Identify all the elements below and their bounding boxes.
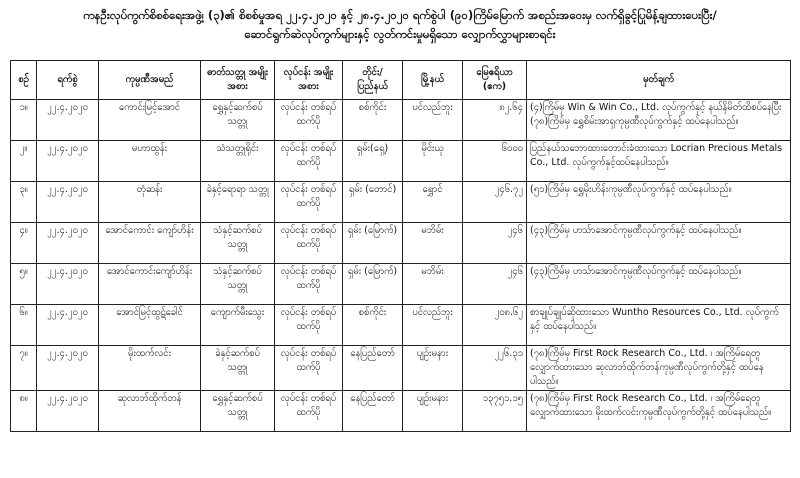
cell-township: မိုင်းယု [403, 141, 463, 182]
cell-license-type: လုပ်ငန်း တစ်ရပ်ထက်ပို [275, 346, 343, 391]
cell-date: ၂၂.၄.၂၀၂၀ [37, 100, 99, 141]
title-line-1: ကနဦးလုပ်ကွက်စိစစ်ရေးအဖွဲ့၊ (၃)၏ စိစစ်မှုအရ ၂၂.၄.၂၀၂၀ နှင့် ၂၈.၄.၂၀၂၀ ရက်စွဲပါ (၉၀)ကြိမ်မြောက် အစည်းအဝေးမှ လက်ရှိခွင့်ပြုမိန့်ချထားပေးပြီး/ [83, 8, 717, 22]
cell-no: ၇။ [11, 346, 37, 391]
cell-township: ရွှောင် [403, 182, 463, 223]
cell-township: မဘိမ်း [403, 264, 463, 305]
cell-company: ဆုလာဘ်ထိုက်တန် [99, 391, 201, 432]
cell-no: ၃။ [11, 182, 37, 223]
cell-date: ၂၂.၄.၂၀၂၀ [37, 223, 99, 264]
cell-remarks: (၇၈)ကြိမ်မှ First Rock Research Co., Ltd. ၊ အကြိမ်ရေတူ လျှောက်ထားသော မိုးထက်လင်းကုမ္ပဏီလုပ်ကွက်တို့နှင့် ထပ်နေပါသည်။ [527, 391, 791, 432]
cell-no: ၄။ [11, 223, 37, 264]
cell-no: ၁။ [11, 100, 37, 141]
cell-date: ၂၂.၄.၂၀၂၀ [37, 141, 99, 182]
cell-company: အောင်ကောင်း ကျော်ဟိန်း [99, 223, 201, 264]
table-row [11, 182, 791, 223]
cell-mineral: သံနှင့်ဆက်စပ် သတ္တု [201, 264, 275, 305]
cell-remarks: (၄၃)ကြိမ်မှ ဟသ်ာအောင်ကုမ္ပဏီလုပ်ကွက်နှင့် ထပ်နေပါသည်။ [527, 264, 791, 305]
cell-license-type: လုပ်ငန်း တစ်ရပ်ထက်ပို [275, 223, 343, 264]
cell-township: မဘိမ်း [403, 223, 463, 264]
cell-company: အောင်ကောင်းကျော်ဟိန်း [99, 264, 201, 305]
cell-license-type: လုပ်ငန်း တစ်ရပ်ထက်ပို [275, 305, 343, 346]
cell-region: နေပြည်တော် [343, 391, 403, 432]
cell-area: ၂၂၆.၃၁ [463, 346, 527, 391]
cell-area: ၆၀၀၀ [463, 141, 527, 182]
cell-region: နေပြည်တော် [343, 346, 403, 391]
header-license-type: လုပ်ငန်း အမျိုးအစား [275, 61, 343, 100]
cell-area: ၂၄၆ [463, 264, 527, 305]
document-title [10, 6, 790, 44]
cell-mineral: ခဲနှင့်ရောရာ သတ္တု [201, 182, 275, 223]
cell-company: မဟာထွန်း [99, 141, 201, 182]
cell-township: ပင်လည်ဘူး [403, 305, 463, 346]
cell-township: ပင်လည်ဘူး [403, 100, 463, 141]
table-row [11, 264, 791, 305]
cell-region: ရှမ်း (တောင်) [343, 182, 403, 223]
cell-region: စစ်ကိုင်း [343, 100, 403, 141]
header-no: စဉ် [11, 61, 37, 100]
cell-company: တုံဆန်း [99, 182, 201, 223]
cell-area: ၈၂.၆၄ [463, 100, 527, 141]
cell-license-type: လုပ်ငန်း တစ်ရပ်ထက်ပို [275, 391, 343, 432]
cell-area: ၁၃၇၅၁.၁၅ [463, 391, 527, 432]
cell-date: ၂၂.၄.၂၀၂၀ [37, 346, 99, 391]
cell-mineral: ကျောက်မီးသွေး [201, 305, 275, 346]
cell-mineral: သံနှင့်ဆက်စပ် သတ္တု [201, 223, 275, 264]
cell-no: ၂။ [11, 141, 37, 182]
cell-mineral: သံသတ္တုရိုင်း [201, 141, 275, 182]
cell-company: အောင်မြင့်ထွဋ်ခေါင် [99, 305, 201, 346]
cell-remarks: (၄)ကြိမ်မှ Win & Win Co., Ltd. လုပ်ကွက်နှင့် နယ်နိမိတ်ထိစပ်နေပြီး (၇၈)ကြိမ်မှ ရွှေစိမ်းအာရှကုမ္ပဏီလုပ်ကွက်နှင့် ထပ်နေပါသည်။ [527, 100, 791, 141]
cell-date: ၂၂.၄.၂၀၂၀ [37, 305, 99, 346]
cell-township: ပျဉ်းမနား [403, 346, 463, 391]
cell-area: ၂၄၆.၇၂ [463, 182, 527, 223]
cell-township: ပျဉ်းမနား [403, 391, 463, 432]
cell-region: ရှမ်း (မြောက်) [343, 264, 403, 305]
cell-no: ၅။ [11, 264, 37, 305]
cell-mineral: ရွှေနှင့်ဆက်စပ် သတ္တု [201, 100, 275, 141]
cell-license-type: လုပ်ငန်း တစ်ရပ်ထက်ပို [275, 141, 343, 182]
license-table [10, 60, 791, 432]
header-area: မြေဧရိယာ (ဧက) [463, 61, 527, 100]
header-region: တိုင်း/ ပြည်နယ် [343, 61, 403, 100]
cell-remarks: စာချုပ်ချုပ်ဆိုထားသော Wuntho Resources Co., Ltd. လုပ်ကွက်နှင့် ထပ်နေပါသည်။ [527, 305, 791, 346]
cell-date: ၂၂.၄.၂၀၂၀ [37, 182, 99, 223]
table-row [11, 391, 791, 432]
cell-region: စစ်ကိုင်း [343, 305, 403, 346]
cell-date: ၂၂.၄.၂၀၂၀ [37, 391, 99, 432]
cell-area: ၂၄၆ [463, 223, 527, 264]
header-township: မြို့နယ် [403, 61, 463, 100]
cell-no: ၆။ [11, 305, 37, 346]
cell-mineral: ခဲနှင့်ဆက်စပ် သတ္တု [201, 346, 275, 391]
header-company: ကုမ္ပဏီအမည် [99, 61, 201, 100]
table-row [11, 346, 791, 391]
table-row [11, 100, 791, 141]
title-line-2: ဆောင်ရွက်ဆဲလုပ်ကွက်များနှင့် လွတ်ကင်းမှုမရှိသော လျှောက်လွှာများစာရင်း [244, 27, 556, 41]
cell-company: မိုးထက်လင်း [99, 346, 201, 391]
cell-region: ရှမ်း (မြောက်) [343, 223, 403, 264]
cell-remarks: (၇၈)ကြိမ်မှ First Rock Research Co., Ltd. ၊ အကြိမ်ရေတူ လျှောက်ထားသော ဆုလာဘ်ထိုက်တန်ကုမ္ပဏီလုပ်ကွက်တို့နှင့် ထပ်နေပါသည်။ [527, 346, 791, 391]
cell-remarks: ပြည်နယ်သဘောထားတောင်းခံထားသော Locrian Precious Metals Co., Ltd. လုပ်ကွက်နှင့်ထပ်နေပါသည်။ [527, 141, 791, 182]
cell-date: ၂၂.၄.၂၀၂၀ [37, 264, 99, 305]
cell-mineral: ရွှေနှင့်ဆက်စပ် သတ္တု [201, 391, 275, 432]
cell-remarks: (၅၁)ကြိမ်မှ ရွှေမိုးဟိန်းကုမ္ပဏီလုပ်ကွက်နှင့် ထပ်နေပါသည်။ [527, 182, 791, 223]
cell-area: ၂၀၈.၆၂ [463, 305, 527, 346]
header-mineral: ဓာတ်သတ္တု အမျိုးအစား [201, 61, 275, 100]
table-header-row [11, 61, 791, 100]
header-date: ရက်စွဲ [37, 61, 99, 100]
header-remarks: မှတ်ချက် [527, 61, 791, 100]
cell-company: ကောင်းမြင့်အောင် [99, 100, 201, 141]
cell-no: ၈။ [11, 391, 37, 432]
cell-remarks: (၄၃)ကြိမ်မှ ဟသ်ာအောင်ကုမ္ပဏီလုပ်ကွက်နှင့် ထပ်နေပါသည်။ [527, 223, 791, 264]
cell-license-type: လုပ်ငန်း တစ်ရပ်ထက်ပို [275, 182, 343, 223]
table-row [11, 141, 791, 182]
cell-license-type: လုပ်ငန်း တစ်ရပ်ထက်ပို [275, 100, 343, 141]
table-row [11, 223, 791, 264]
cell-license-type: လုပ်ငန်း တစ်ရပ်ထက်ပို [275, 264, 343, 305]
cell-region: ရှမ်း(ရှေ့) [343, 141, 403, 182]
table-row [11, 305, 791, 346]
